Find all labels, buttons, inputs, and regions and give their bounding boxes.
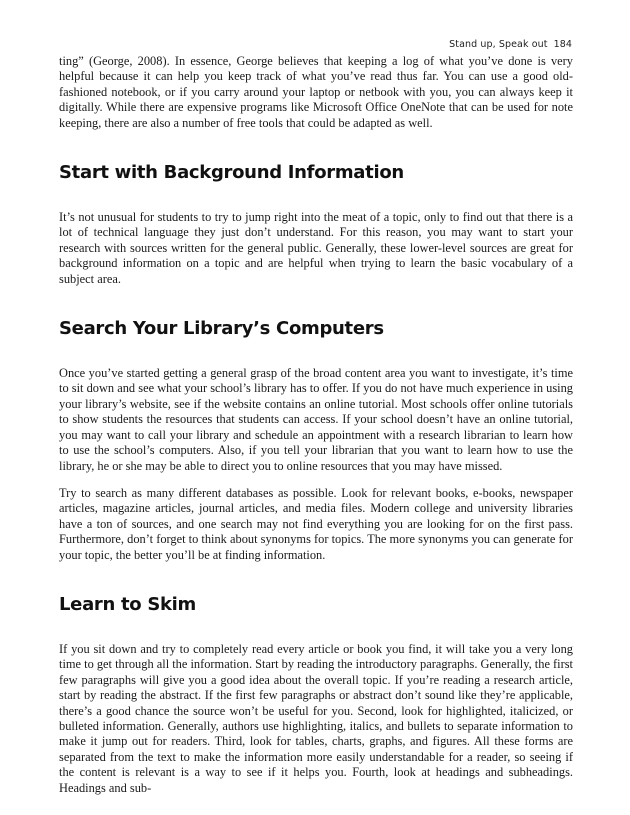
library-paragraph-2: Try to search as many different databases as possible. Look for relevant books, e-books, newspaper articles, magazine articles, journal articles, and media files. Modern college and university libraries have a ton of sources, and one search may not find everything you are looking for on the first pass. Furthermore, don’t forget to think about synonyms for topics. The more synonyms you can generate for your topic, the better you’ll be at finding information. xyxy=(59,485,573,562)
running-header xyxy=(449,39,572,50)
section-heading-learn-to-skim: Learn to Skim xyxy=(59,593,196,615)
skim-paragraph-1: If you sit down and try to completely read every article or book you find, it will take you a very long time to get through all the information. Start by reading the introductory paragraphs. Generally, the first few paragraphs will give you a good idea about the overall topic. If you’re reading a research article, start by reading the abstract. If the first few paragraphs or abstract don’t sound like they’re applicable, there’s a good chance the source won’t be useful for you. Second, look for highlighted, italicized, or bulleted information. Generally, authors use highlighting, italics, and bullets to separate information to make it jump out for readers. Third, look for tables, charts, graphs, and figures. All these forms are separated from the text to make the information more easily understandable for a reader, so seeing if the content is relevant is a way to see if it helps you. Fourth, look at headings and subheadings. Headings and sub- xyxy=(59,641,573,795)
body-text xyxy=(59,54,573,796)
library-paragraph-1: Once you’ve started getting a general grasp of the broad content area you want to investigate, it’s time to sit down and see what your school’s library has to offer. If you do not have much experience in using your library’s website, see if the website contains an online tutorial. Most schools offer online tutorials to show students the resources that students can access. If your school doesn’t have an online tutorial, you may want to call your library and schedule an appointment with a research librarian to learn how to use the school’s computers. Also, if you tell your librarian that you want to learn how to use the library, he or she may be able to direct you to online resources that you may have missed. xyxy=(59,366,573,473)
section-heading-background: Start with Background Information xyxy=(59,162,404,184)
page-number: 184 xyxy=(553,39,572,50)
intro-paragraph: ting” (George, 2008). In essence, George believes that keeping a log of what you’ve done is very helpful because it can help you keep track of what you’ve read thus far. You can use a good old-fashioned notebook, or if you carry around your laptop or netbook with you, you can always keep it digitally. While there are expensive programs like Microsoft Office OneNote that can be used for note keeping, there are also a number of free tools that could be adapted as well. xyxy=(59,54,573,130)
background-paragraph-1: It’s not unusual for students to try to jump right into the meat of a topic, only to find out that there is a lot of technical language they just don’t understand. For this reason, you may want to start your research with sources written for the general public. Generally, these lower-level sources are great for background information on a topic and are helpful when trying to learn the basic vocabulary of a subject area. xyxy=(59,210,573,286)
running-title: Stand up, Speak out xyxy=(449,39,548,50)
section-heading-library-computers: Search Your Library’s Computers xyxy=(59,318,384,340)
